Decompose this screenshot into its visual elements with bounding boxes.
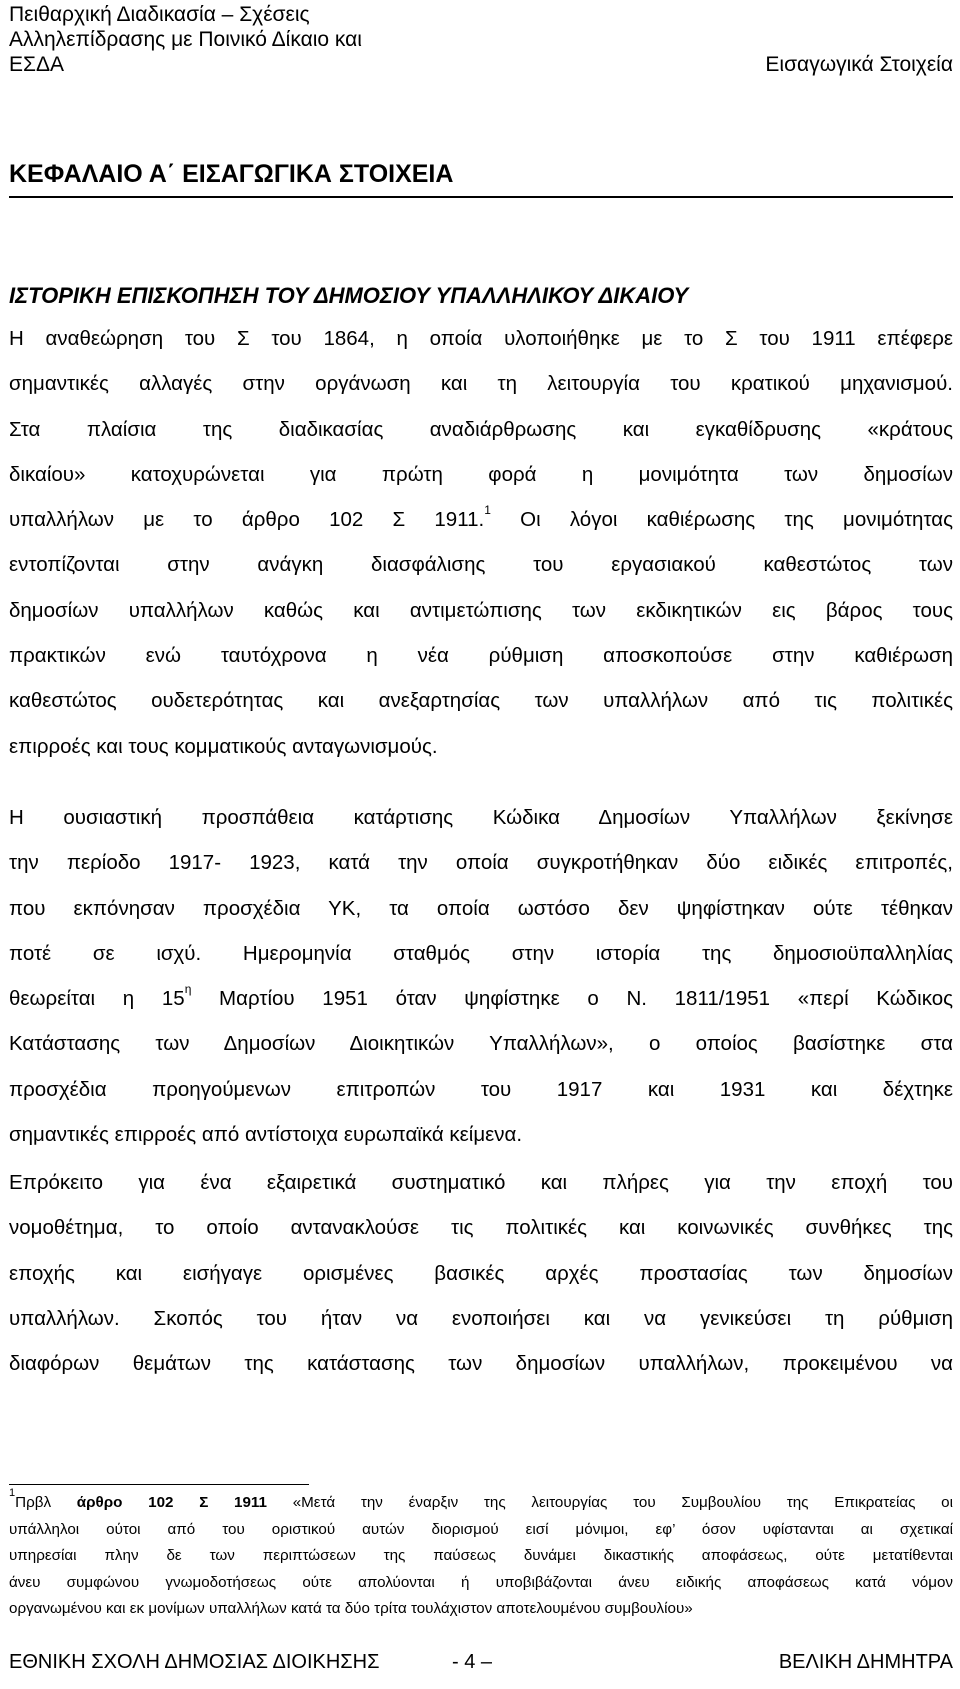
page-footer (9, 1648, 953, 1676)
footnote-number: 1 (9, 1486, 16, 1499)
text-line: δικαίου» κατοχυρώνεται για πρώτη φορά η μονιμότητα των δημοσίων (9, 462, 953, 486)
footnote-line: άνευ συμφώνου γνωμοδοτήσεως ούτε απολύονται ή υποβιβάζονται άνευ ειδικής αποφάσεως κατά νόμον (9, 1573, 953, 1591)
text-line: δημοσίων υπαλλήλων καθώς και αντιμετώπισης των εκδικητικών εις βάρος τους (9, 598, 953, 622)
page-number: - 4 – (452, 1651, 493, 1673)
footnote-citation: άρθρο 102 Σ 1911 (76, 1494, 267, 1511)
text-line: που εκπόνησαν προσχέδια ΥΚ, τα οποία ωστόσο δεν ψηφίστηκαν ούτε τέθηκαν (9, 896, 953, 920)
text-line: σημαντικές αλλαγές στην οργάνωση και τη λειτουργία του κρατικού μηχανισμού. (9, 372, 953, 396)
chapter-title: ΚΕΦΑΛΑΙΟ Α΄ ΕΙΣΑΓΩΓΙΚΑ ΣΤΟΙΧΕΙΑ (9, 160, 454, 188)
document-page (9, 0, 953, 1689)
text-line-with-footnote-ref (9, 497, 953, 542)
footnote (9, 1486, 953, 1623)
section-title: ΙΣΤΟΡΙΚΗ ΕΠΙΣΚΟΠΗΣΗ ΤΟΥ ΔΗΜΟΣΙΟΥ ΥΠΑΛΛΗΛΙΚΟΥ ΔΙΚΑΙΟΥ (9, 283, 689, 308)
text-line: εντοπίζονται στην ανάγκη διασφάλισης του εργασιακού καθεστώτος των (9, 553, 953, 577)
text-line: Η ουσιαστική προσπάθεια κατάρτισης Κώδικα Δημοσίων Υπαλλήλων ξεκίνησε (9, 806, 953, 829)
text-line: εποχής και εισήγαγε ορισμένες βασικές αρχές προστασίας των δημοσίων (9, 1261, 953, 1285)
footnote-line: υπηρεσίαι πλην δε των περιπτώσεων της παύσεως δυνάμει δικαστικής αποφάσεως, ούτε μετατίθενται (9, 1547, 953, 1564)
paragraph-1 (9, 316, 953, 769)
footnote-line: υπάλληλοι ούτοι από του οριστικού αυτών διορισμού εισί μόνιμοι, εφ’ όσον υφίστανται αι σχετικαί (9, 1520, 953, 1538)
text-line: Η αναθεώρηση του Σ του 1864, η οποία υλοποιήθηκε με το Σ του 1911 επέφερε (9, 327, 953, 350)
text-segment: θεωρείται η 15 (9, 987, 185, 1011)
text-line: επιρροές και τους κομματικούς ανταγωνισμούς. (9, 734, 438, 758)
text-line: Στα πλαίσια της διαδικασίας αναδιάρθρωσης και εγκαθίδρυσης «κράτους (9, 417, 953, 441)
footer-institution: ΕΘΝΙΚΗ ΣΧΟΛΗ ΔΗΜΟΣΙΑΣ ΔΙΟΙΚΗΣΗΣ (9, 1651, 380, 1673)
text-line: Κατάστασης των Δημοσίων Διοικητικών Υπαλλήλων», ο οποίος βασίστηκε στα (9, 1032, 953, 1056)
text-line: νομοθέτημα, το οποίο αντανακλούσε τις πολιτικές και κοινωνικές συνθήκες της (9, 1216, 953, 1240)
running-header (9, 2, 953, 78)
header-left-line: Αλληλεπίδρασης με Ποινικό Δίκαιο και (9, 28, 362, 51)
footer-author: ΒΕΛΙΚΗ ΔΗΜΗΤΡΑ (778, 1651, 953, 1673)
chapter-underline (9, 196, 953, 198)
paragraph-2 (9, 795, 953, 1157)
text-line: καθεστώτος ουδετερότητας και ανεξαρτησίας των υπαλλήλων από τις πολιτικές (9, 689, 953, 713)
text-line: πρακτικών ενώ ταυτόχρονα η νέα ρύθμιση αποσκοπούσε στην καθιέρωση (9, 644, 953, 668)
header-right: Εισαγωγικά Στοιχεία (765, 53, 953, 76)
text-line: ποτέ σε ισχύ. Ημερομηνία σταθμός στην ιστορία της δημοσιοϋπαλληλίας (9, 941, 953, 965)
text-segment: Πρβλ (15, 1494, 77, 1511)
text-line: υπαλλήλων. Σκοπός του ήταν να ενοποιήσει και να γενικεύσει τη ρύθμιση (9, 1306, 953, 1330)
text-line: την περίοδο 1917- 1923, κατά την οποία συγκροτήθηκαν δύο ειδικές επιτροπές, (9, 851, 953, 875)
text-segment: Μαρτίου 1951 όταν ψηφίστηκε ο Ν. 1811/1951 «περί Κώδικος (191, 987, 953, 1011)
text-segment: «Μετά την έναρξιν της λειτουργίας του Συμβουλίου της Επικρατείας οι (266, 1494, 953, 1511)
header-left (9, 2, 362, 77)
footnote-reference[interactable]: 1 (484, 503, 491, 518)
header-left-line: ΕΣΔΑ (9, 53, 65, 76)
text-line: Επρόκειτο για ένα εξαιρετικά συστηματικό και πλήρες για την εποχή του (9, 1171, 953, 1194)
text-line: προσχέδια προηγούμενων επιτροπών του 1917 και 1931 και δέχτηκε (9, 1077, 953, 1101)
text-segment: υπαλλήλων με το άρθρο 102 Σ 1911. (9, 508, 485, 532)
footnote-separator (9, 1484, 309, 1485)
footnote-line (9, 1486, 953, 1517)
text-line-with-superscript (9, 976, 953, 1021)
text-line: διαφόρων θεμάτων της κατάστασης των δημοσίων υπαλλήλων, προκειμένου να (9, 1352, 953, 1376)
ordinal-superscript: η (184, 982, 192, 997)
text-line: σημαντικές επιρροές από αντίστοιχα ευρωπαϊκά κείμενα. (9, 1123, 523, 1147)
paragraph-3 (9, 1160, 953, 1386)
text-segment: Οι λόγοι καθιέρωσης της μονιμότητας (490, 508, 953, 532)
footnote-line: οργανωμένου και εκ μονίμων υπαλλήλων κατά τα δύο τρίτα τουλάχιστον αποτελουμένου συμβουλίου» (9, 1600, 693, 1617)
header-left-line: Πειθαρχική Διαδικασία – Σχέσεις (9, 3, 310, 26)
